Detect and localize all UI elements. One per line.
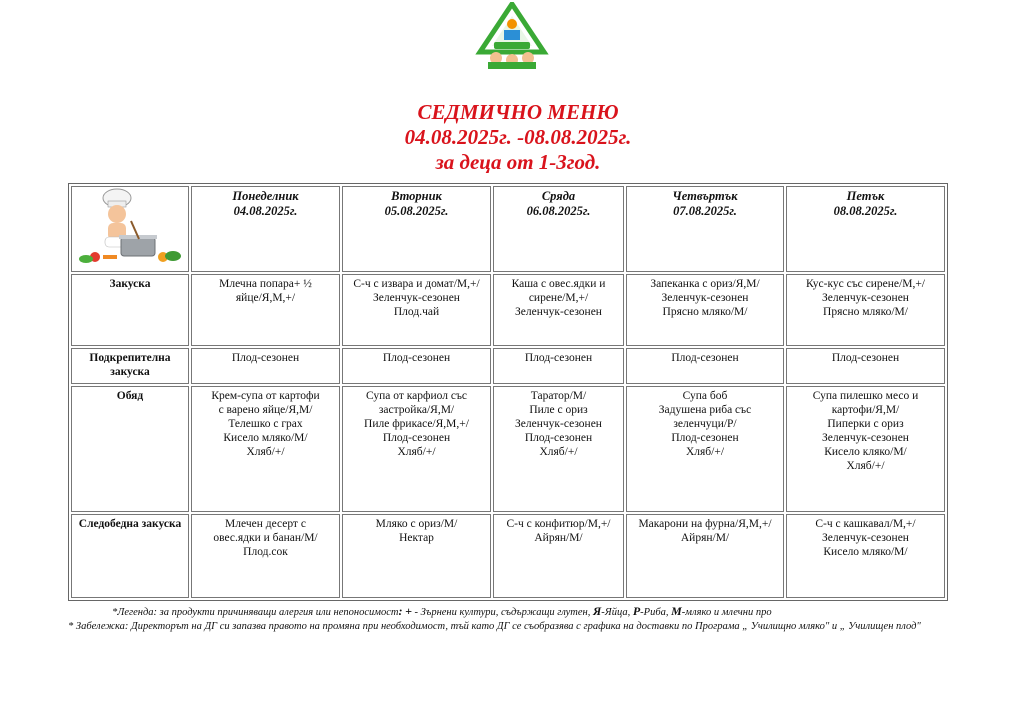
menu-item: Зеленчук-сезонен (822, 292, 909, 305)
title-heading: СЕДМИЧНО МЕНЮ (417, 100, 619, 124)
menu-item: Прясно мляко/М/ (823, 306, 908, 319)
menu-item: Телешко с грах (228, 418, 303, 431)
director-note: * Забележка: Директорът на ДГ си запазва правото на промяна при необходимост, тъй като ДГ се съобразява с графика на доставки по Програма „ Училищно мляко" и „ Училищен плод" (68, 621, 921, 632)
legend-milk-text: -мляко и млечни про (681, 607, 772, 618)
menu-cell (191, 386, 340, 511)
menu-item: Плод-сезонен (831, 352, 900, 365)
menu-item: Хляб/+/ (397, 446, 436, 459)
legend-star: * (112, 607, 118, 618)
menu-item: Макарони на фурна/Я,М,+/ (638, 517, 772, 530)
menu-cell (191, 348, 340, 384)
day-date: 08.08.2025г. (833, 204, 898, 218)
menu-item: Задушена риба със (658, 404, 752, 417)
day-header-monday (191, 186, 340, 272)
menu-item: Плод-сезонен (671, 432, 739, 445)
day-name: Вторник (391, 189, 442, 203)
meal-row-afternoon-snack (71, 514, 945, 598)
legend-milk-symbol: М (671, 604, 682, 618)
menu-item: Пиле фрикасе/Я,М,+/ (364, 418, 469, 431)
menu-cell (626, 348, 784, 384)
menu-cell (342, 274, 491, 346)
menu-cell (342, 514, 491, 598)
legend-intro: Легенда: за продукти причиняващи алергия или непоносимост (117, 607, 399, 618)
menu-item: Зеленчук-сезонен (373, 292, 460, 305)
menu-item: Айрян/М/ (680, 531, 730, 544)
menu-item: Плод.чай (393, 306, 440, 319)
legend-egg-symbol: Я (593, 604, 602, 618)
legend-gluten-text: - Зърнени култури, съдържащи глутен, (411, 607, 591, 618)
chef-child-illustration (75, 187, 185, 267)
menu-item: Нектар (399, 531, 434, 544)
menu-cell (786, 274, 945, 346)
menu-item: Мляко с ориз/М/ (375, 517, 458, 530)
menu-item: Супа пилешко месо и (812, 390, 919, 403)
menu-item: яйце/Я,М,+/ (235, 292, 296, 305)
menu-cell (626, 274, 784, 346)
menu-cell (786, 386, 945, 511)
day-header-thursday (626, 186, 784, 272)
legend-fish-symbol: Р (632, 604, 641, 618)
meal-label: Обяд (71, 386, 189, 511)
menu-cell (786, 514, 945, 598)
day-date: 04.08.2025г. (233, 204, 298, 218)
menu-item: Плод-сезонен (671, 352, 739, 365)
legend-plus-symbol: + (405, 604, 412, 618)
menu-item: Айрян/М/ (534, 531, 583, 544)
day-name: Понеделник (232, 189, 299, 203)
menu-cell (342, 386, 491, 511)
menu-item: Супа боб (682, 390, 728, 403)
menu-cell (626, 386, 784, 511)
menu-item: Хляб/+/ (846, 460, 885, 473)
day-date: 07.08.2025г. (673, 204, 737, 218)
menu-item: Запеканка с ориз/Я,М/ (650, 278, 760, 291)
day-date: 05.08.2025г. (384, 204, 449, 218)
menu-item: Прясно мляко/М/ (662, 306, 748, 319)
day-header-tuesday (342, 186, 491, 272)
menu-item: Зеленчук-сезонен (822, 531, 909, 544)
menu-item: Плод.сок (243, 545, 288, 558)
menu-item: Млечен десерт с (225, 517, 306, 530)
day-name: Сряда (541, 189, 576, 203)
menu-item: Кисело кляко/М/ (824, 446, 907, 459)
menu-item: Плод-сезонен (382, 432, 451, 445)
menu-cell (493, 274, 624, 346)
meal-label: Следобедна закуска (71, 514, 189, 598)
weekly-menu-table (68, 183, 948, 601)
menu-item: С-ч с конфитюр/М,+/ (506, 517, 611, 530)
menu-item: С-ч с кашкавал/М,+/ (815, 517, 916, 530)
menu-title (0, 100, 1024, 175)
meal-row-snack (71, 348, 945, 384)
menu-item: Хляб/+/ (246, 446, 285, 459)
menu-item: Хляб/+/ (685, 446, 725, 459)
menu-item: картофи/Я,М/ (831, 404, 900, 417)
menu-item: С-ч с извара и домат/М,+/ (353, 278, 480, 291)
menu-cell (342, 348, 491, 384)
menu-cell (493, 514, 624, 598)
meal-row-breakfast (71, 274, 945, 346)
menu-item: Зеленчук-сезонен (822, 432, 909, 445)
menu-cell (191, 274, 340, 346)
meal-label: Закуска (71, 274, 189, 346)
table-header-row (71, 186, 945, 272)
day-header-wednesday (493, 186, 624, 272)
legend-colon: : (398, 604, 403, 618)
menu-item: Пиперки с ориз (827, 418, 904, 431)
menu-item: Хляб/+/ (539, 446, 578, 459)
menu-item: застройка/Я,М/ (378, 404, 455, 417)
legend-egg-text: -Яйца, (601, 607, 631, 618)
meal-label: Подкрепителна закуска (71, 348, 189, 384)
menu-cell (626, 514, 784, 598)
menu-cell (493, 348, 624, 384)
menu-item: сирене/М,+/ (528, 292, 589, 305)
menu-item: Таратор/М/ (530, 390, 587, 403)
menu-item: Зеленчук-сезонен (661, 292, 749, 305)
allergen-legend (112, 604, 772, 619)
menu-item: Плод-сезонен (524, 352, 593, 365)
title-date-range: 04.08.2025г. -08.08.2025г. (404, 125, 632, 149)
menu-cell (191, 514, 340, 598)
chef-image-cell (71, 186, 189, 272)
legend-fish-text: -Риба, (640, 607, 669, 618)
day-date: 06.08.2025г. (526, 204, 591, 218)
menu-item: с варено яйце/Я,М/ (218, 404, 313, 417)
menu-item: зеленчуци/Р/ (673, 418, 737, 431)
menu-item: Млечна попара+ ½ (219, 278, 312, 291)
menu-item: Крем-супа от картофи (211, 390, 320, 403)
menu-item: Плод-сезонен (382, 352, 451, 365)
title-age-group: за деца от 1-3год. (435, 150, 601, 174)
menu-item: Кисело мляко/М/ (223, 432, 308, 445)
menu-item: Зеленчук-сезонен (515, 306, 602, 319)
menu-item: Кисело мляко/М/ (823, 545, 908, 558)
menu-item: Зеленчук-сезонен (515, 418, 602, 431)
menu-item: Плод-сезонен (231, 352, 300, 365)
meal-row-lunch (71, 386, 945, 511)
menu-item: Кус-кус със сирене/М,+/ (805, 278, 926, 291)
menu-item: Плод-сезонен (524, 432, 593, 445)
kindergarten-logo (474, 2, 550, 70)
menu-cell (493, 386, 624, 511)
menu-item: Каша с овес.ядки и (511, 278, 606, 291)
day-name: Петък (846, 189, 885, 203)
menu-cell (786, 348, 945, 384)
day-header-friday (786, 186, 945, 272)
day-name: Четвъртък (672, 189, 738, 203)
menu-item: овес.ядки и банан/М/ (213, 531, 318, 544)
menu-item: Супа от карфиол със (365, 390, 467, 403)
menu-item: Пиле с ориз (529, 404, 588, 417)
